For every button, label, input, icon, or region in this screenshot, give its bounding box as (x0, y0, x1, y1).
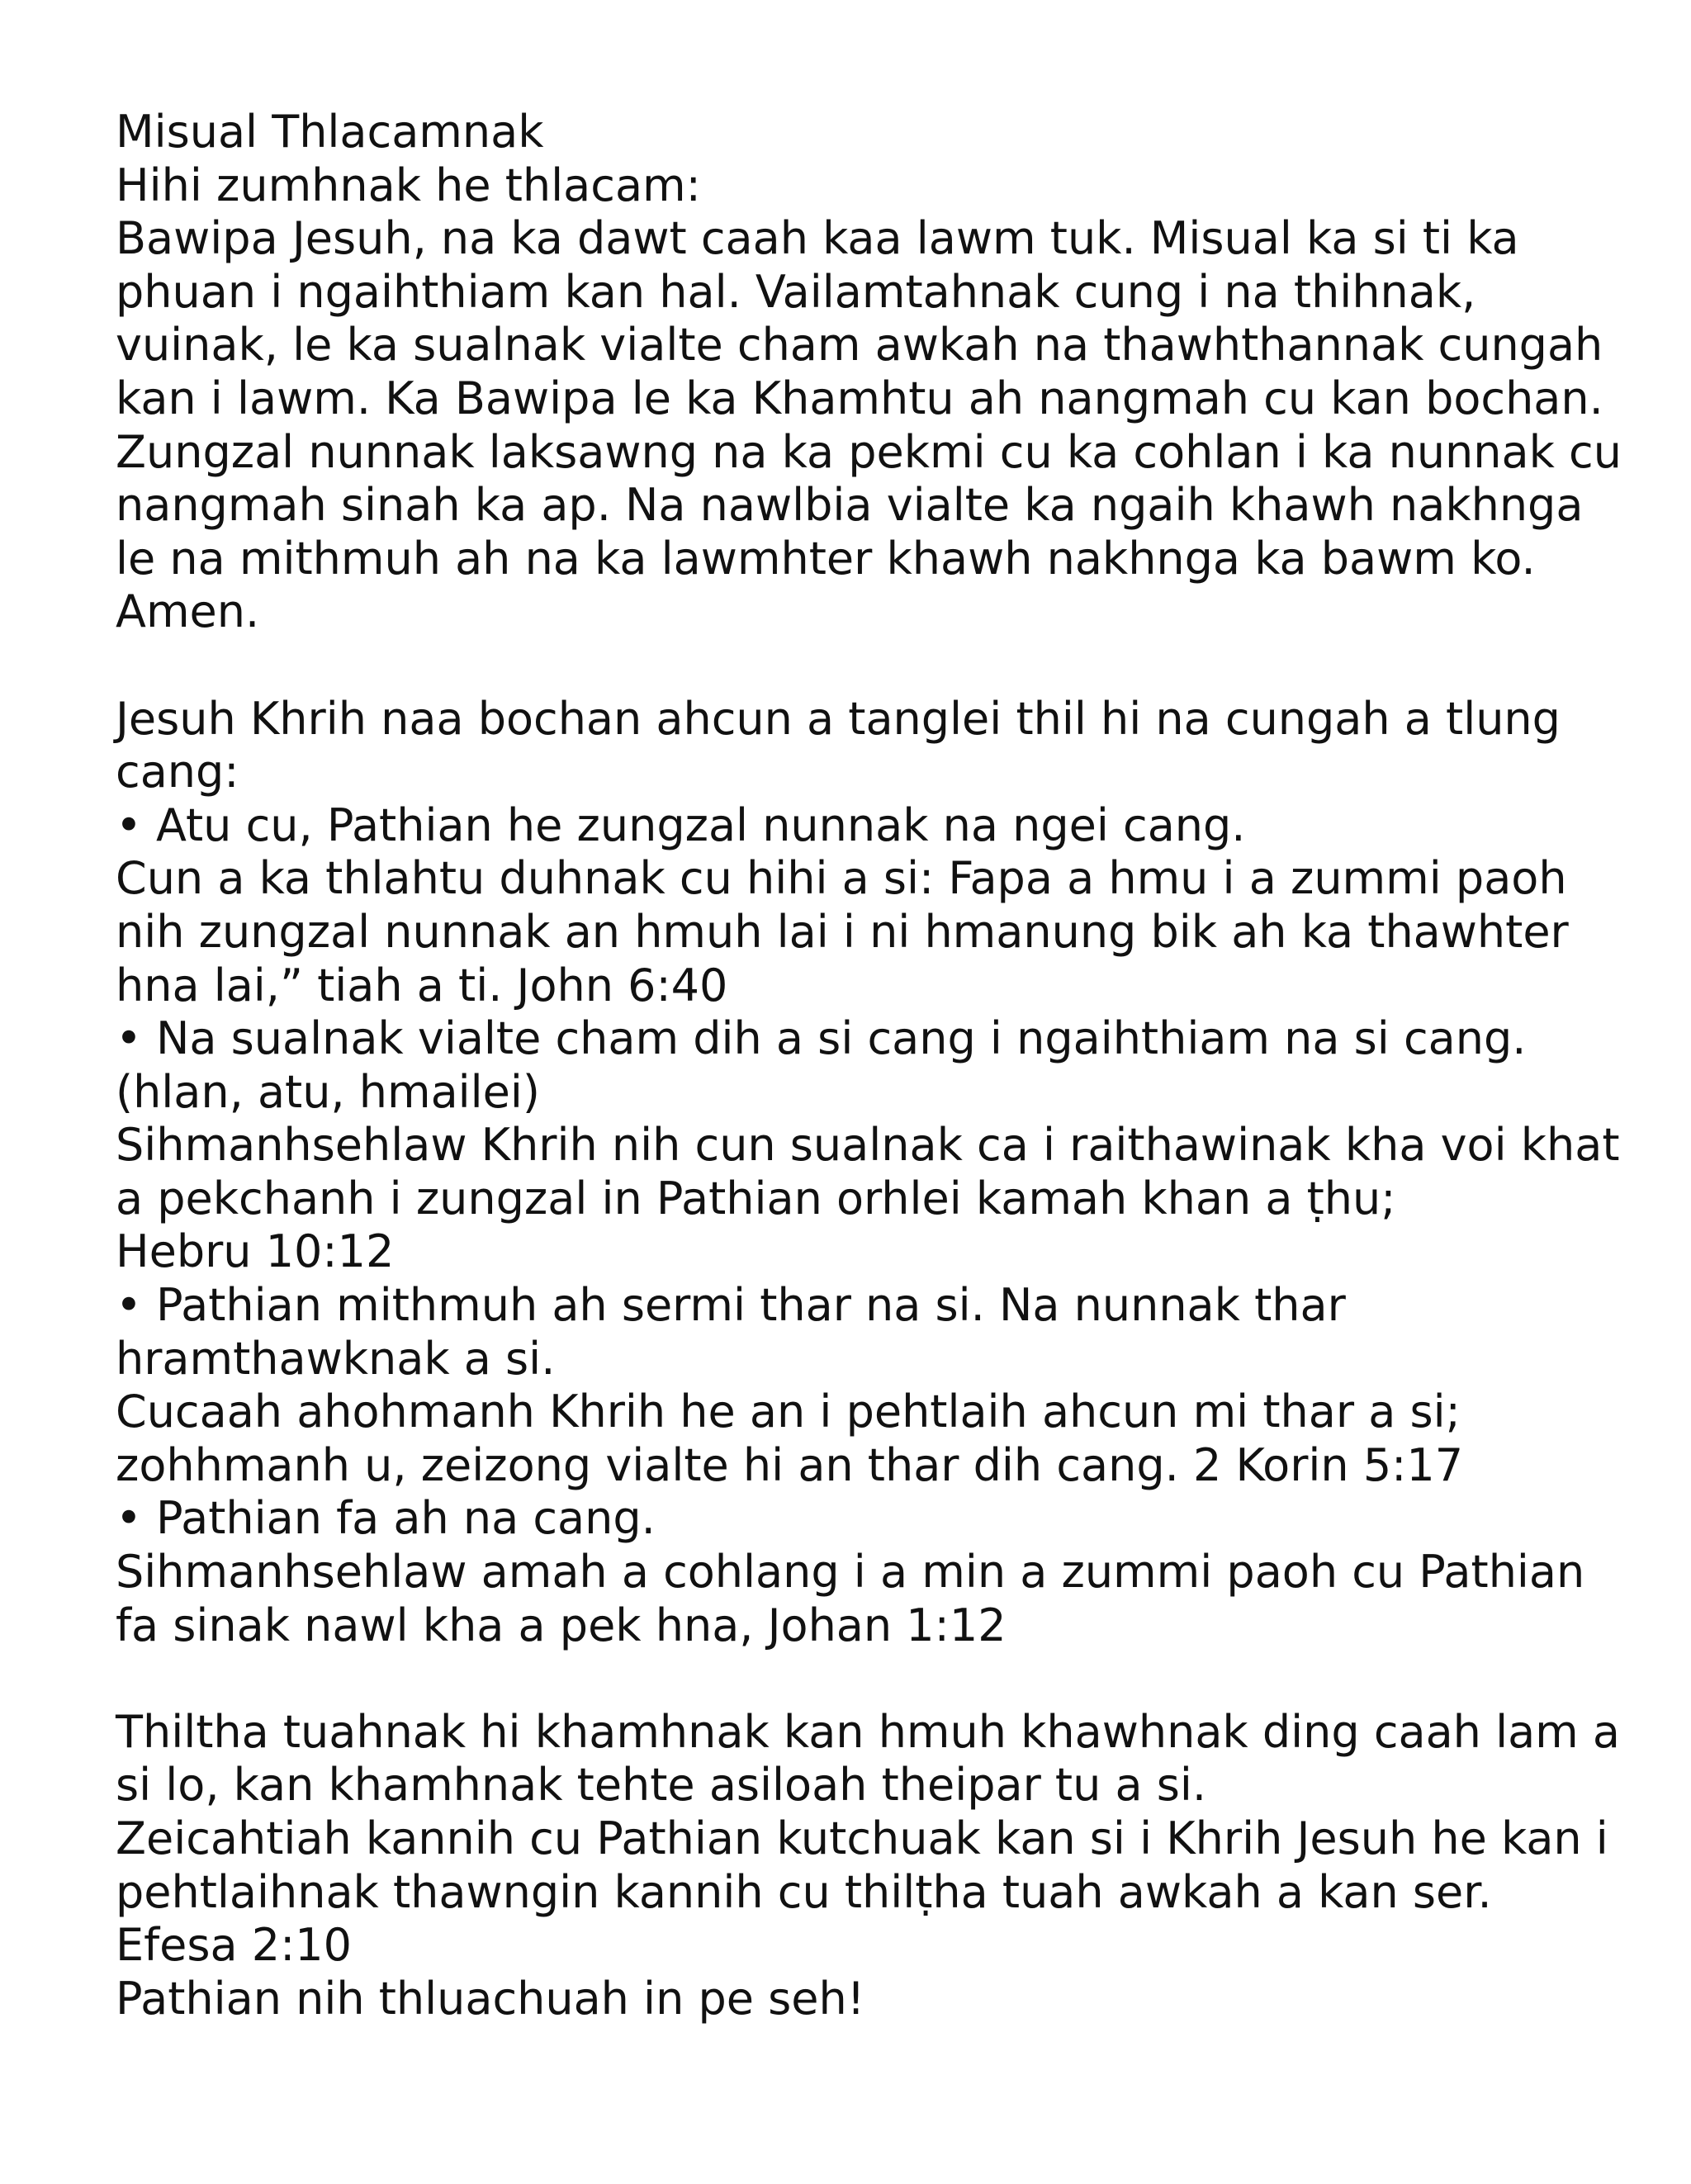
section-line: Thiltha tuahnak hi khamhnak kan hmuh khawhnak ding caah lam a (116, 1705, 1621, 1758)
section-line: Sihmanhsehlaw Khrih nih cun sualnak ca i raithawinak kha voi khat (116, 1119, 1620, 1172)
bullet-item: • Pathian fa ah na cang. (116, 1492, 656, 1545)
prayer-line: Amen. (116, 585, 260, 638)
paragraph-gap (116, 1652, 1602, 1706)
section-line: Jesuh Khrih naa bochan ahcun a tanglei thil hi na cungah a tlung (116, 692, 1561, 745)
bullet-item: • Atu cu, Pathian he zungzal nunnak na ngei cang. (116, 798, 1246, 851)
prayer-line: phuan i ngaihthiam kan hal. Vailamtahnak cung i na thihnak, (116, 265, 1476, 318)
section-line: hna lai,” tiah a ti. John 6:40 (116, 959, 728, 1011)
section-line: Sihmanhsehlaw amah a cohlang i a min a zummi paoh cu Pathian (116, 1546, 1585, 1599)
section-line: hramthawknak a si. (116, 1332, 556, 1385)
closing-section (116, 1705, 1621, 2026)
document-title: Misual Thlacamnak (116, 106, 544, 158)
section-line: a pekchanh i zungzal in Pathian orhlei kamah khan a ṭhu; (116, 1172, 1396, 1225)
prayer-line: vuinak, le ka sualnak vialte cham awkah na thawhthannak cungah (116, 319, 1603, 372)
section-line: Cucaah ahohmanh Khrih he an i pehtlaih ahcun mi thar a si; (116, 1386, 1461, 1438)
section-line: Zeicahtiah kannih cu Pathian kutchuak kan si i Khrih Jesuh he kan i (116, 1812, 1608, 1864)
prayer-line: le na mithmuh ah na ka lawmhter khawh nakhnga ka bawm ko. (116, 532, 1536, 585)
prayer-line: Bawipa Jesuh, na ka dawt caah kaa lawm tuk. Misual ka si ti ka (116, 212, 1519, 265)
section-line: Cun a ka thlahtu duhnak cu hihi a si: Fapa a hmu i a zummi paoh (116, 852, 1567, 905)
bullet-item: • Pathian mithmuh ah sermi thar na si. Na nunnak thar (116, 1279, 1346, 1332)
section-line: si lo, kan khamhnak tehte asiloah theipar tu a si. (116, 1759, 1207, 1812)
document-page (116, 106, 1622, 2025)
section-line: (hlan, atu, hmailei) (116, 1065, 540, 1118)
section-line: Hebru 10:12 (116, 1225, 395, 1278)
section-line: nih zungzal nunnak an hmuh lai i ni hmanung bik ah ka thawhter (116, 905, 1569, 958)
prayer-line: nangmah sinah ka ap. Na nawlbia vialte ka ngaih khawh nakhnga (116, 479, 1584, 532)
section-line: fa sinak nawl kha a pek hna, Johan 1:12 (116, 1599, 1007, 1651)
section-line: cang: (116, 746, 239, 798)
section-line: Efesa 2:10 (116, 1919, 353, 1972)
paragraph-gap (116, 639, 1602, 693)
bullet-item: • Na sualnak vialte cham dih a si cang i ngaihthiam na si cang. (116, 1012, 1527, 1065)
section-line: pehtlaihnak thawngin kannih cu thilṭha tuah awkah a kan ser. (116, 1865, 1492, 1918)
prayer-line: Zungzal nunnak laksawng na ka pekmi cu ka cohlan i ka nunnak cu (116, 425, 1622, 478)
blessing-line: Pathian nih thluachuah in pe seh! (116, 1972, 865, 2025)
prayer-paragraph (116, 212, 1622, 639)
prayer-line: kan i lawm. Ka Bawipa le ka Khamhtu ah nangmah cu kan bochan. (116, 372, 1603, 424)
promises-section (116, 692, 1620, 1653)
section-line: zohhmanh u, zeizong vialte hi an thar dih cang. 2 Korin 5:17 (116, 1438, 1464, 1491)
intro-line: Hihi zumhnak he thlacam: (116, 159, 701, 211)
